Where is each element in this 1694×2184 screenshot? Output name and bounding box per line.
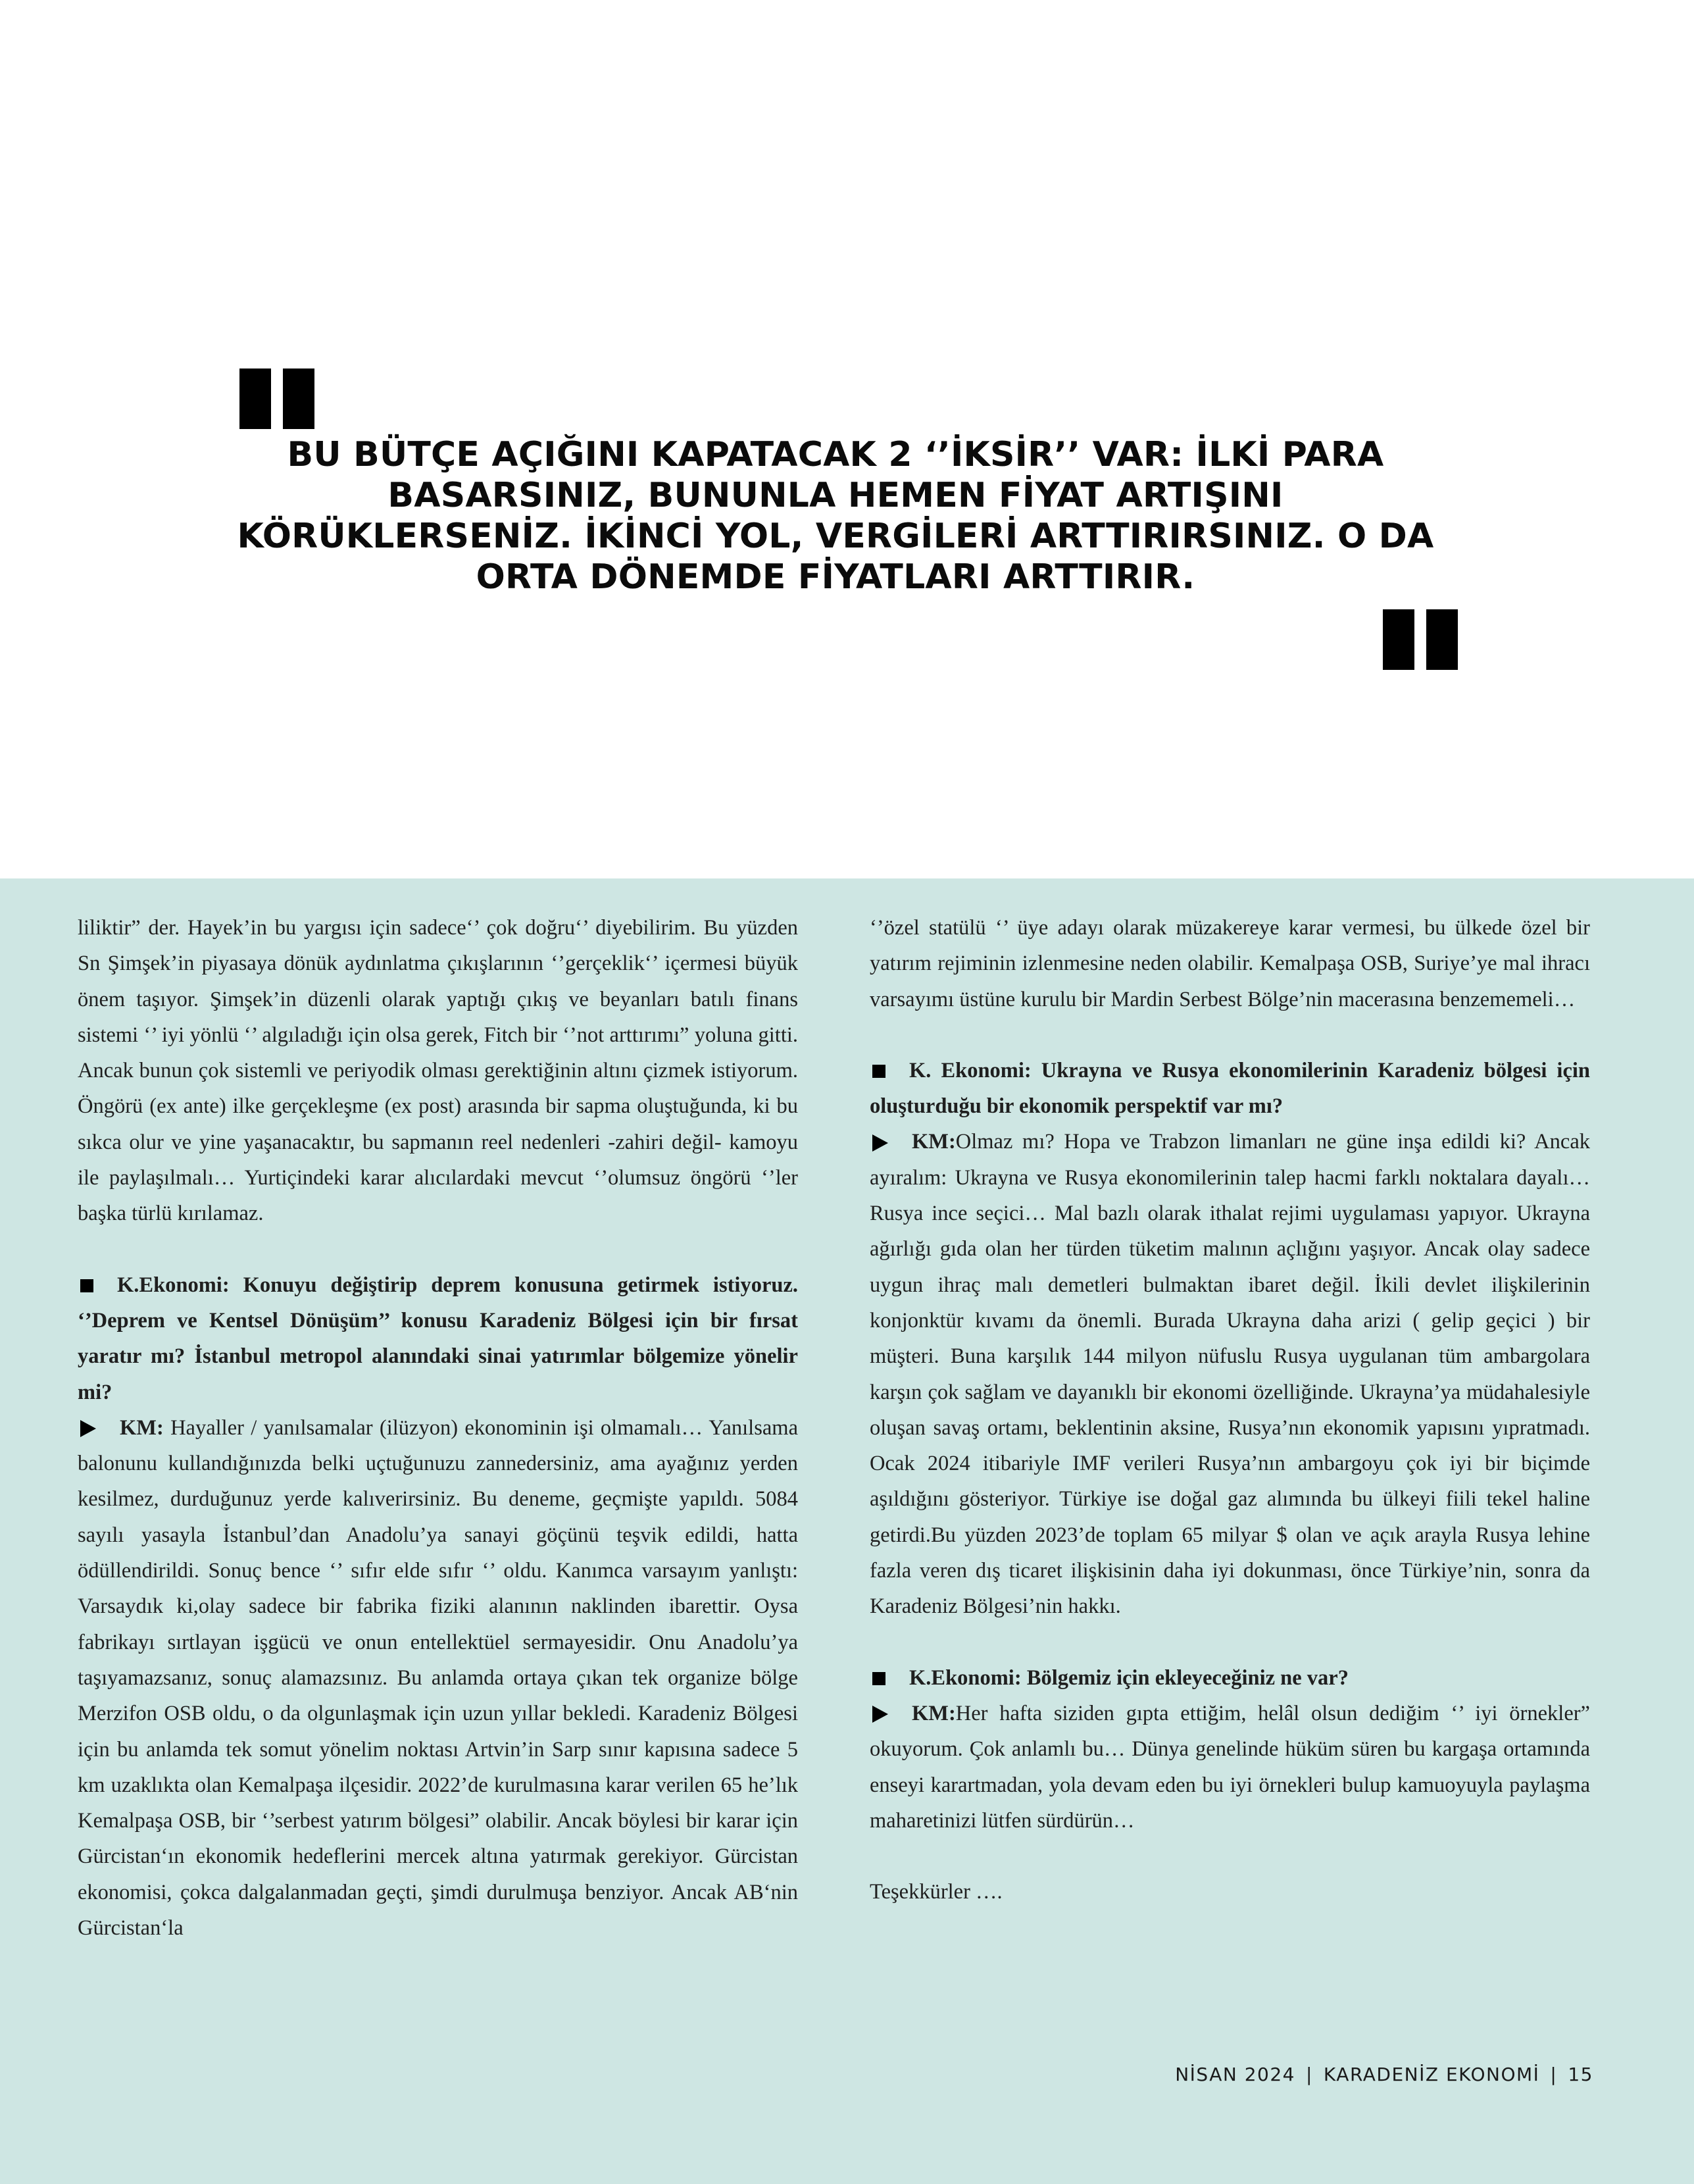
triangle-bullet-icon	[872, 1134, 888, 1152]
speaker-label: KM:	[120, 1415, 164, 1440]
footer-date: NİSAN 2024	[1175, 2064, 1295, 2085]
triangle-bullet-icon	[872, 1706, 888, 1723]
paragraph: ‘’özel statülü ‘’ üye adayı olarak müzakereye karar vermesi, bu ülkede özel bir yatırım rejiminin izlenmesine neden olabilir. Kemalpaşa OSB, Suriye’ye mal ihracı varsayımı üstüne kurulu bir Mardin Serbest Bölge’nin macerasına benzememeli…	[870, 916, 1590, 1011]
answer	[78, 1410, 798, 1946]
footer-magazine: KARADENİZ EKONOMİ	[1323, 2064, 1540, 2085]
pull-quote: BU BÜTÇE AÇIĞINI KAPATACAK 2 ‘’İKSİR’’ VAR: İLKİ PARA BASARSINIZ, BUNUNLA HEMEN FİYAT ARTIŞINI KÖRÜKLERSENİZ. İKİNCİ YOL, VERGİLERİ ARTTIRIRSINIZ. O DA ORTA DÖNEMDE FİYATLARI ARTTIRIR.	[237, 435, 1434, 597]
right-column	[870, 910, 1590, 1910]
close-quote-mark-icon	[1383, 609, 1458, 670]
question	[870, 1660, 1590, 1696]
page-footer	[1175, 2064, 1593, 2085]
footer-separator: |	[1550, 2064, 1558, 2085]
question	[78, 1267, 798, 1410]
square-bullet-icon	[872, 1065, 885, 1078]
triangle-bullet-icon	[80, 1420, 96, 1437]
answer-text: Hayaller / yanılsamalar (ilüzyon) ekonominin işi olmamalı… Yanılsama balonunu kullandığınızda belki uçtuğunuzu zannedersiniz, ama ayağınız yerden kesilmez, durduğunuz yerde kalıverirsiniz. Bu deneme, geçmişte yapıldı. 5084 sayılı yasayla İstanbul’dan Anadolu’ya sanayi göçünü teşvik edildi, hatta ödüllendirildi. Sonuç bence ‘’ sıfır elde sıfır ‘’ oldu. Kanımca varsayım yanlıştı: Varsaydık ki,olay sadece bir fabrika fiziki alanının naklinden ibarettir. Oysa fabrikayı sırtlayan işgücü ve onun entellektüel sermayesidir. Onu Anadolu’ya taşıyamazsanız, sonuç alamazsınız. Bu anlamda ortaya çıkan tek organize bölge Merzifon OSB oldu, o da olgunlaşmak için uzun yıllar bekledi. Karadeniz Bölgesi için bu anlamda tek somut yönelim noktası Artvin’in Sarp sınır kapısına sadece 5 km uzaklıkta olan Kemalpaşa ilçesidir. 2022’de kurulmasına karar verilen 65 he’lık Kemalpaşa OSB, bir ‘’serbest yatırım bölgesi” olabilir. Ancak böylesi bir karar için Gürcistan‘ın ekonomik hedeflerini mercek altına yatırmak gerekiyor. Gürcistan ekonomisi, çokca dalgalanmadan geçti, şimdi durulmuşa benziyor. Ancak AB‘nin Gürcistan‘la	[78, 1415, 798, 1941]
question-text: K.Ekonomi: Konuyu değiştirip deprem konusuna getirmek istiyoruz. ‘’Deprem ve Kentsel Dönüşüm’’ konusu Karadeniz Bölgesi için bir fırsat yaratır mı? İstanbul metropol alanındaki sinai yatırımlar bölgemize yönelir mi?	[78, 1273, 798, 1404]
square-bullet-icon	[80, 1279, 93, 1292]
question-text: K. Ekonomi: Ukrayna ve Rusya ekonomilerinin Karadeniz bölgesi için oluşturduğu bir ekonomik perspektif var mı?	[870, 1058, 1590, 1119]
quote-section	[0, 0, 1694, 878]
answer	[870, 1696, 1590, 1839]
left-column	[78, 910, 798, 1946]
question-text: K.Ekonomi: Bölgemiz için ekleyeceğiniz ne var?	[909, 1665, 1349, 1690]
paragraph: liliktir” der. Hayek’in bu yargısı için sadece‘’ çok doğru‘’ diyebilirim. Bu yüzden Sn Şimşek’in piyasaya dönük aydınlatma çıkışlarının ‘’gerçeklik‘’ içermesi büyük önem taşıyor. Şimşek’in düzenli olarak yaptığı çıkış ve beyanları batılı finans sistemi ‘’ iyi yönlü ‘’ algıladığı için olsa gerek, Fitch bir ‘’not arttırımı” yoluna gitti. Ancak bunun çok sistemli ve periyodik olması gerektiğinin altını çizmek istiyorum. Öngörü (ex ante) ilke gerçekleşme (ex post) arasında bir sapma oluştuğunda, ki bu sıkca olur ve yine yaşanacaktır, bu sapmanın reel nedenleri -zahiri değil- kamoyu ile paylaşılmalı… Yurtiçindeki karar alıcılardaki mevcut ‘’olumsuz öngörü ‘’ler başka türlü kırılamaz.	[78, 916, 798, 1226]
answer	[870, 1124, 1590, 1624]
speaker-label: KM:	[912, 1130, 956, 1154]
square-bullet-icon	[872, 1672, 885, 1685]
footer-separator: |	[1305, 2064, 1313, 2085]
answer-text: Olmaz mı? Hopa ve Trabzon limanları ne güne inşa edildi ki? Ancak ayıralım: Ukrayna ve Rusya ekonomilerinin talep hacmi farklı noktalara dayalı… Rusya ince seçici… Mal bazlı olarak ithalat rejimi uygulaması yapıyor. Ukrayna ağırlığı gıda olan her türden tüketim malının açlığını yaşıyor. Ancak olay sadece uygun ihraç malı demetleri bulmaktan ibaret değil. İkili devlet ilişkilerinin konjonktür kıvamı da önemli. Burada Ukrayna daha arizi ( gelip geçici ) bir müşteri. Buna karşılık 144 milyon nüfuslu Rusya uygulanan tüm ambargolara karşın çok sağlam ve dayanıklı bir ekonomi özelliğinde. Ukrayna’ya müdahalesiyle oluşan savaş ortamı, beklentinin aksine, Rusya’nın ekonomik yapısını yıpratmadı. Ocak 2024 itibariyle IMF verileri Rusya’nın ambargoyu çok iyi bir biçimde aşıldığını gösteriyor. Türkiye ise doğal gaz alımında bu ülkeyi fiili tekel haline getirdi.Bu yüzden 2023’de toplam 65 milyar $ olan ve açık arayla Rusya lehine fazla veren dış ticaret ilişkisinin daha iyi dokunması, önce Türkiye’nin, sonra da Karadeniz Bölgesi’nin hakkı.	[870, 1130, 1590, 1619]
closing-line: Teşekkürler ….	[870, 1880, 1003, 1904]
question	[870, 1053, 1590, 1125]
page-number: 15	[1568, 2064, 1593, 2085]
speaker-label: KM:	[912, 1701, 956, 1725]
answer-text: Her hafta siziden gıpta ettiğim, helâl olsun dediğim ‘’ iyi örnekler” okuyorum. Çok anlamlı bu… Dünya genelinde hüküm süren bu kargaşa ortamında enseyi karartmadan, yola devam eden bu iyi örnekleri bulup kamuoyuyla paylaşma maharetinizi lütfen sürdürün…	[870, 1701, 1590, 1833]
open-quote-mark-icon	[239, 368, 314, 429]
